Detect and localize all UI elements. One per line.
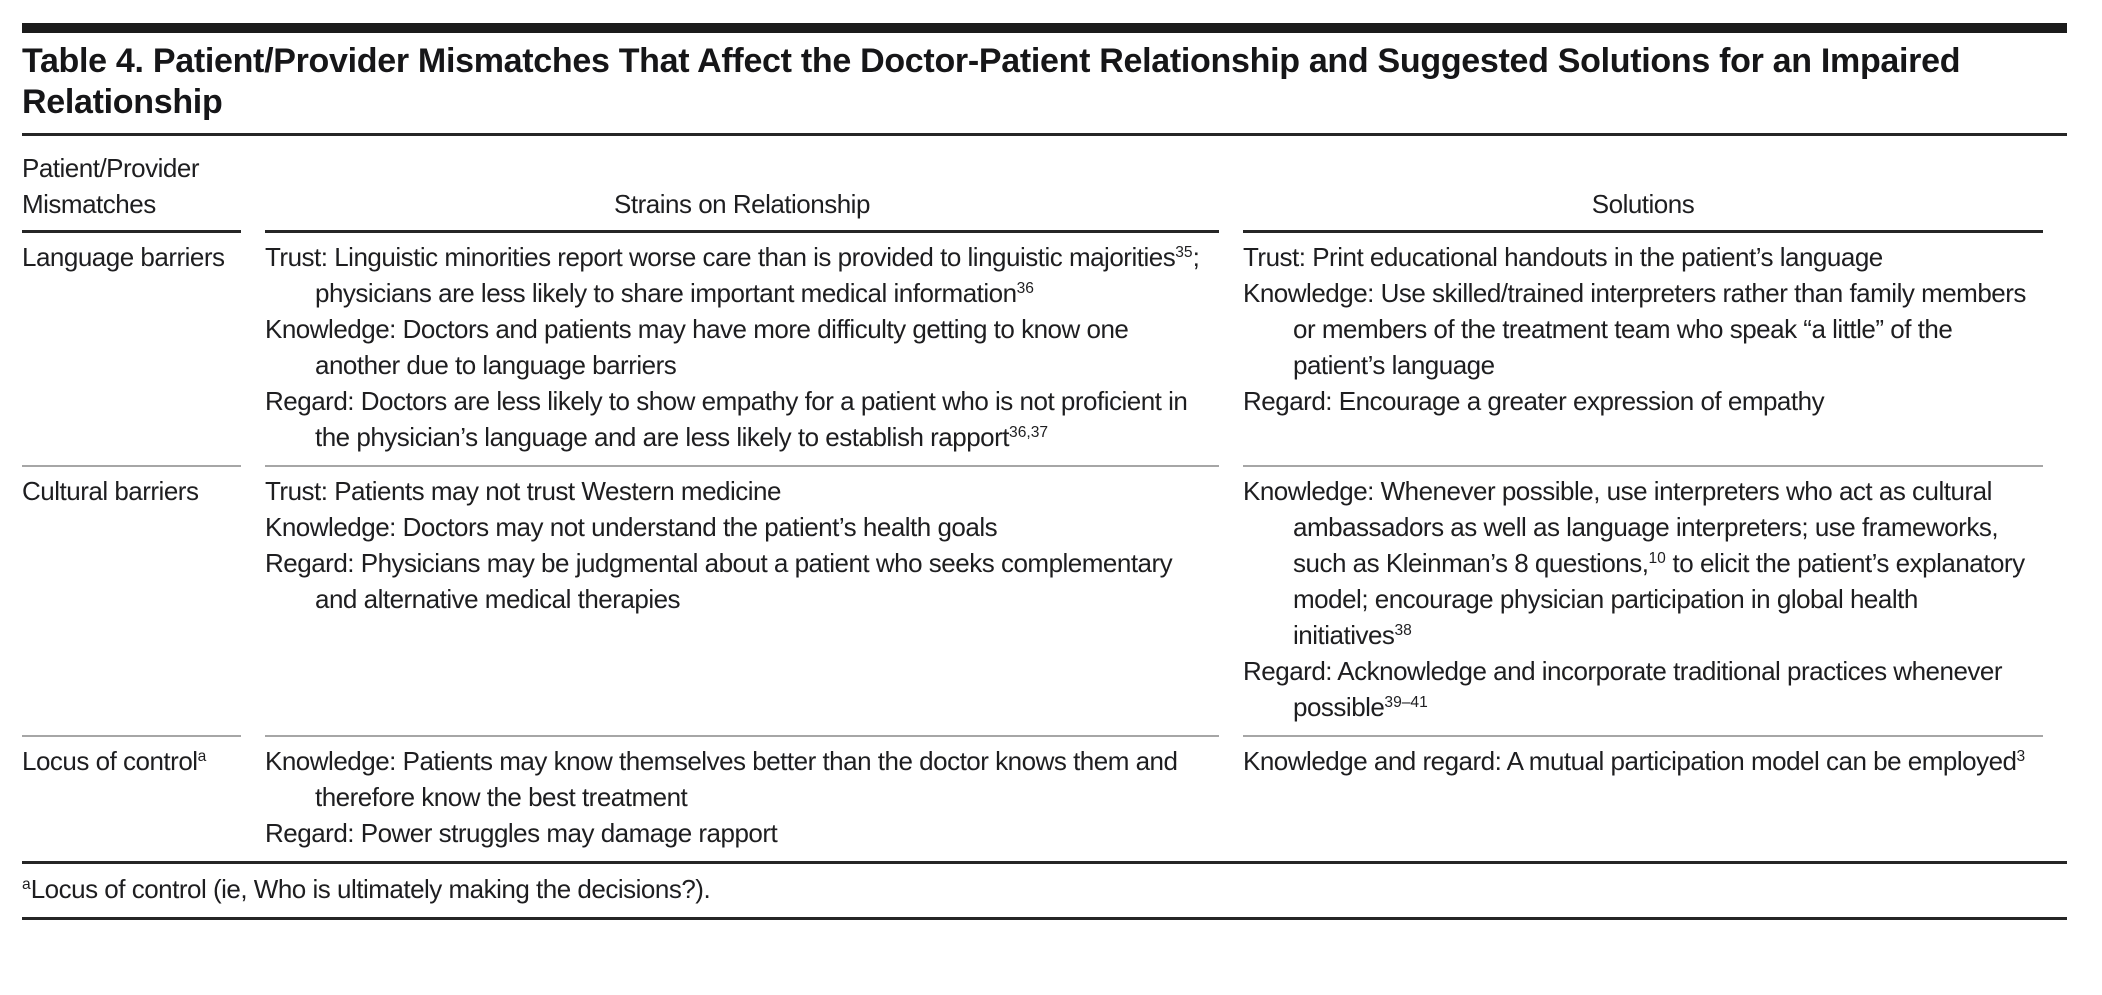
strain-entry: Regard: Doctors are less likely to show empathy for a patient who is not proficient in the physician’s language and are less likely to establish rapport$^{36,37}$ [265, 386, 1188, 452]
strain-entry: Trust: Linguistic minorities report worse care than is provided to linguistic majorities$^{35}$; physicians are less likely to share important medical information$^{36}$ [265, 242, 1200, 308]
mismatch-label: Language barriers [22, 242, 225, 272]
strain-entry: Trust: Patients may not trust Western medicine [265, 476, 781, 506]
mismatch-label: Locus of control$^a$ [22, 746, 207, 776]
table-row-language-barriers [22, 233, 2043, 467]
strain-entry: Knowledge: Patients may know themselves better than the doctor knows them and therefore know the best treatment [265, 746, 1178, 812]
table-row-locus-of-control [22, 737, 2043, 861]
header-mismatches: Patient/Provider Mismatches [22, 136, 241, 233]
table-footnote: $^a$Locus of control (ie, Who is ultimately making the decisions?). [22, 874, 711, 904]
solution-entry: Knowledge: Use skilled/trained interpreters rather than family members or members of the treatment team who speak “a little” of the patient’s language [1243, 278, 2026, 380]
table-row-cultural-barriers [22, 467, 2043, 737]
cell-mismatch [22, 737, 241, 861]
table-figure [22, 23, 2067, 920]
solution-entry: Knowledge: Whenever possible, use interpreters who act as cultural ambassadors as well as language interpreters; use frameworks, such as Kleinman’s 8 questions,$^{10}$ to elicit the patient’s explanatory model; encourage physician participation in global health initiatives$^{38}$ [1243, 476, 2025, 650]
strain-entry: Knowledge: Doctors may not understand the patient’s health goals [265, 512, 998, 542]
solution-entry: Knowledge and regard: A mutual participation model can be employed$^3$ [1243, 746, 2026, 776]
cell-solutions [1243, 233, 2043, 467]
cell-mismatch [22, 467, 241, 737]
cell-solutions [1243, 737, 2043, 861]
table-title: Table 4. Patient/Provider Mismatches That Affect the Doctor-Patient Relationship and Suggested Solutions for an Impaired Relationship [22, 42, 1961, 121]
cell-solutions [1243, 467, 2043, 737]
table-header [22, 136, 2043, 233]
top-bar [22, 23, 2067, 33]
strain-entry: Knowledge: Doctors and patients may have more difficulty getting to know one another due to language barriers [265, 314, 1129, 380]
mismatch-label: Cultural barriers [22, 476, 199, 506]
cell-strains [265, 467, 1219, 737]
strain-entry: Regard: Power struggles may damage rapport [265, 818, 778, 848]
header-row [22, 136, 2043, 233]
solution-entry: Trust: Print educational handouts in the patient’s language [1243, 242, 1883, 272]
solution-entry: Regard: Encourage a greater expression of empathy [1243, 386, 1825, 416]
header-strains: Strains on Relationship [265, 136, 1219, 233]
mismatches-table [0, 136, 2067, 861]
solution-entry: Regard: Acknowledge and incorporate traditional practices whenever possible$^{39-41}$ [1243, 656, 2003, 722]
header-solutions: Solutions [1243, 136, 2043, 233]
table-body [22, 233, 2043, 861]
cell-mismatch [22, 233, 241, 467]
cell-strains [265, 233, 1219, 467]
bottom-rule [22, 917, 2067, 920]
cell-strains [265, 737, 1219, 861]
strain-entry: Regard: Physicians may be judgmental about a patient who seeks complementary and alternative medical therapies [265, 548, 1173, 614]
